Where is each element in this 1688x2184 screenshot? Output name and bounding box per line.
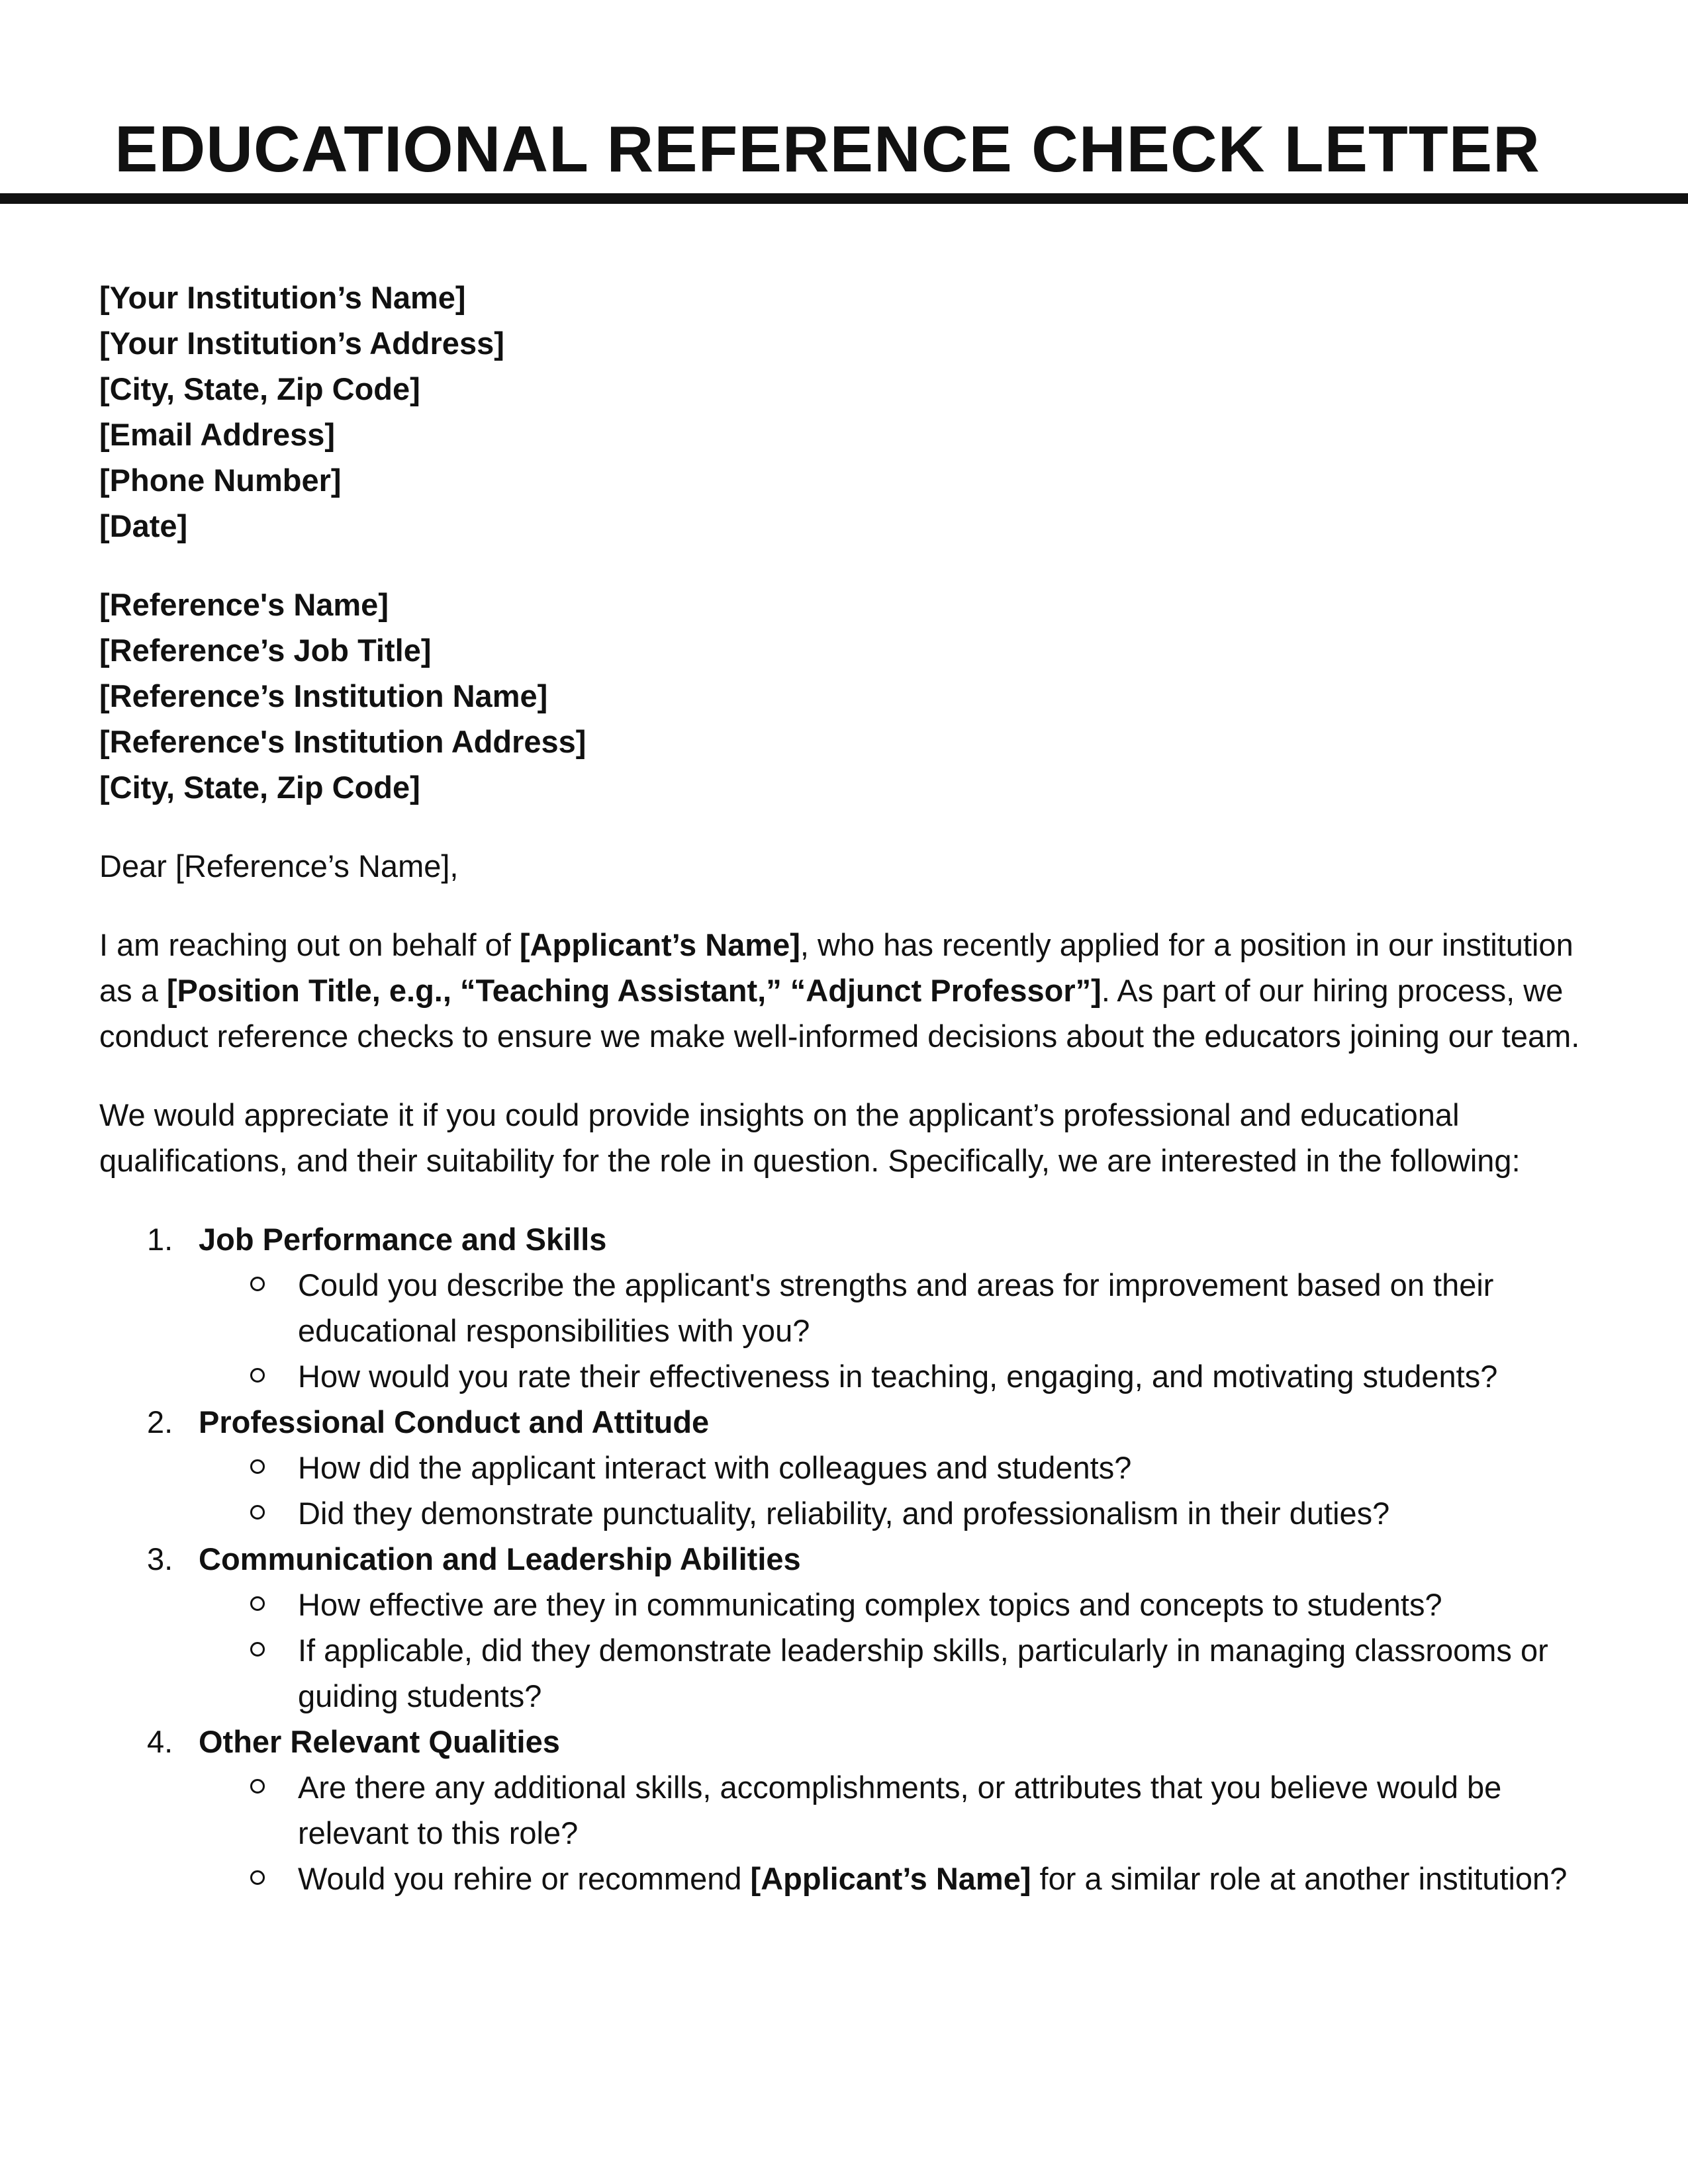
hollow-circle-bullet-icon xyxy=(250,1779,265,1794)
category-label: Professional Conduct and Attitude xyxy=(199,1404,710,1439)
rehire-text-1: Would you rehire or recommend xyxy=(298,1861,751,1896)
category-label: Communication and Leadership Abilities xyxy=(199,1541,801,1576)
sub-question-list xyxy=(199,1262,1589,1399)
sub-question xyxy=(199,1582,1589,1627)
question-category xyxy=(99,1399,1589,1536)
question-category xyxy=(99,1719,1589,1901)
sender-phone: [Phone Number] xyxy=(99,463,342,498)
sender-city-state-zip: [City, State, Zip Code] xyxy=(99,371,420,406)
reference-institution-name: [Reference’s Institution Name] xyxy=(99,678,548,713)
applicant-name-placeholder: [Applicant’s Name] xyxy=(750,1861,1031,1896)
question-category xyxy=(99,1536,1589,1719)
hollow-circle-bullet-icon xyxy=(250,1642,265,1657)
category-label: Job Performance and Skills xyxy=(199,1222,607,1257)
sub-question-text: How would you rate their effectiveness in teaching, engaging, and motivating students? xyxy=(298,1359,1498,1394)
hollow-circle-bullet-icon xyxy=(250,1596,265,1611)
question-list xyxy=(99,1216,1589,1901)
sub-question-text: Could you describe the applicant's strengths and areas for improvement based on their educational responsibilities with you? xyxy=(298,1267,1494,1348)
sender-institution-address: [Your Institution’s Address] xyxy=(99,326,504,361)
category-label: Other Relevant Qualities xyxy=(199,1724,560,1759)
question-category xyxy=(99,1216,1589,1399)
title-divider xyxy=(0,193,1688,204)
reference-city-state-zip: [City, State, Zip Code] xyxy=(99,770,420,805)
sub-question xyxy=(199,1764,1589,1856)
sub-question xyxy=(199,1353,1589,1399)
sub-question-list xyxy=(199,1582,1589,1719)
sub-question xyxy=(199,1262,1589,1353)
letter-date: [Date] xyxy=(99,508,188,543)
sub-question xyxy=(199,1445,1589,1490)
intro-text-2: , who has recently applied for a position in our institution as a xyxy=(99,927,1573,1008)
intro-text-1: I am reaching out on behalf of xyxy=(99,927,520,962)
sub-question-text: How effective are they in communicating complex topics and concepts to students? xyxy=(298,1587,1442,1622)
sub-question-list xyxy=(199,1764,1589,1901)
recipient-address-block xyxy=(99,582,1589,810)
hollow-circle-bullet-icon xyxy=(250,1505,265,1520)
intro-paragraph xyxy=(99,922,1589,1059)
sub-question-text: If applicable, did they demonstrate leadership skills, particularly in managing classrooms or guiding students? xyxy=(298,1633,1548,1713)
hollow-circle-bullet-icon xyxy=(250,1277,265,1291)
applicant-name-placeholder: [Applicant’s Name] xyxy=(519,927,800,962)
sub-question xyxy=(199,1856,1589,1901)
sender-institution-name: [Your Institution’s Name] xyxy=(99,280,466,315)
reference-name: [Reference's Name] xyxy=(99,587,389,622)
sender-email: [Email Address] xyxy=(99,417,336,452)
intro-text-3: . As part of our hiring process, we conduct reference checks to ensure we make well-informed decisions about the educators joining our team. xyxy=(99,973,1580,1054)
reference-job-title: [Reference’s Job Title] xyxy=(99,633,432,668)
hollow-circle-bullet-icon xyxy=(250,1368,265,1383)
hollow-circle-bullet-icon xyxy=(250,1870,265,1885)
rehire-text-2: for a similar role at another institution? xyxy=(1031,1861,1568,1896)
sub-question-list xyxy=(199,1445,1589,1536)
category-number: 2. xyxy=(147,1404,173,1439)
salutation: Dear [Reference’s Name], xyxy=(99,848,459,884)
sub-question-text: Are there any additional skills, accomplishments, or attributes that you believe would be relevant to this role? xyxy=(298,1770,1502,1850)
sub-question xyxy=(199,1490,1589,1536)
sub-question-text: Did they demonstrate punctuality, reliability, and professionalism in their duties? xyxy=(298,1496,1390,1531)
request-paragraph: We would appreciate it if you could provide insights on the applicant’s professional and educational qualifications, and their suitability for the role in question. Specifically, we are interested in the following: xyxy=(99,1097,1521,1178)
category-number: 4. xyxy=(147,1724,173,1759)
category-number: 1. xyxy=(147,1222,173,1257)
category-number: 3. xyxy=(147,1541,173,1576)
letter-body xyxy=(99,275,1589,1901)
page-title: EDUCATIONAL REFERENCE CHECK LETTER xyxy=(115,113,1540,185)
reference-institution-address: [Reference's Institution Address] xyxy=(99,724,586,759)
sender-address-block xyxy=(99,275,1589,549)
sub-question-text: How did the applicant interact with colleagues and students? xyxy=(298,1450,1132,1485)
position-title-placeholder: [Position Title, e.g., “Teaching Assistant,” “Adjunct Professor”] xyxy=(166,973,1102,1008)
sub-question xyxy=(199,1627,1589,1719)
hollow-circle-bullet-icon xyxy=(250,1459,265,1474)
